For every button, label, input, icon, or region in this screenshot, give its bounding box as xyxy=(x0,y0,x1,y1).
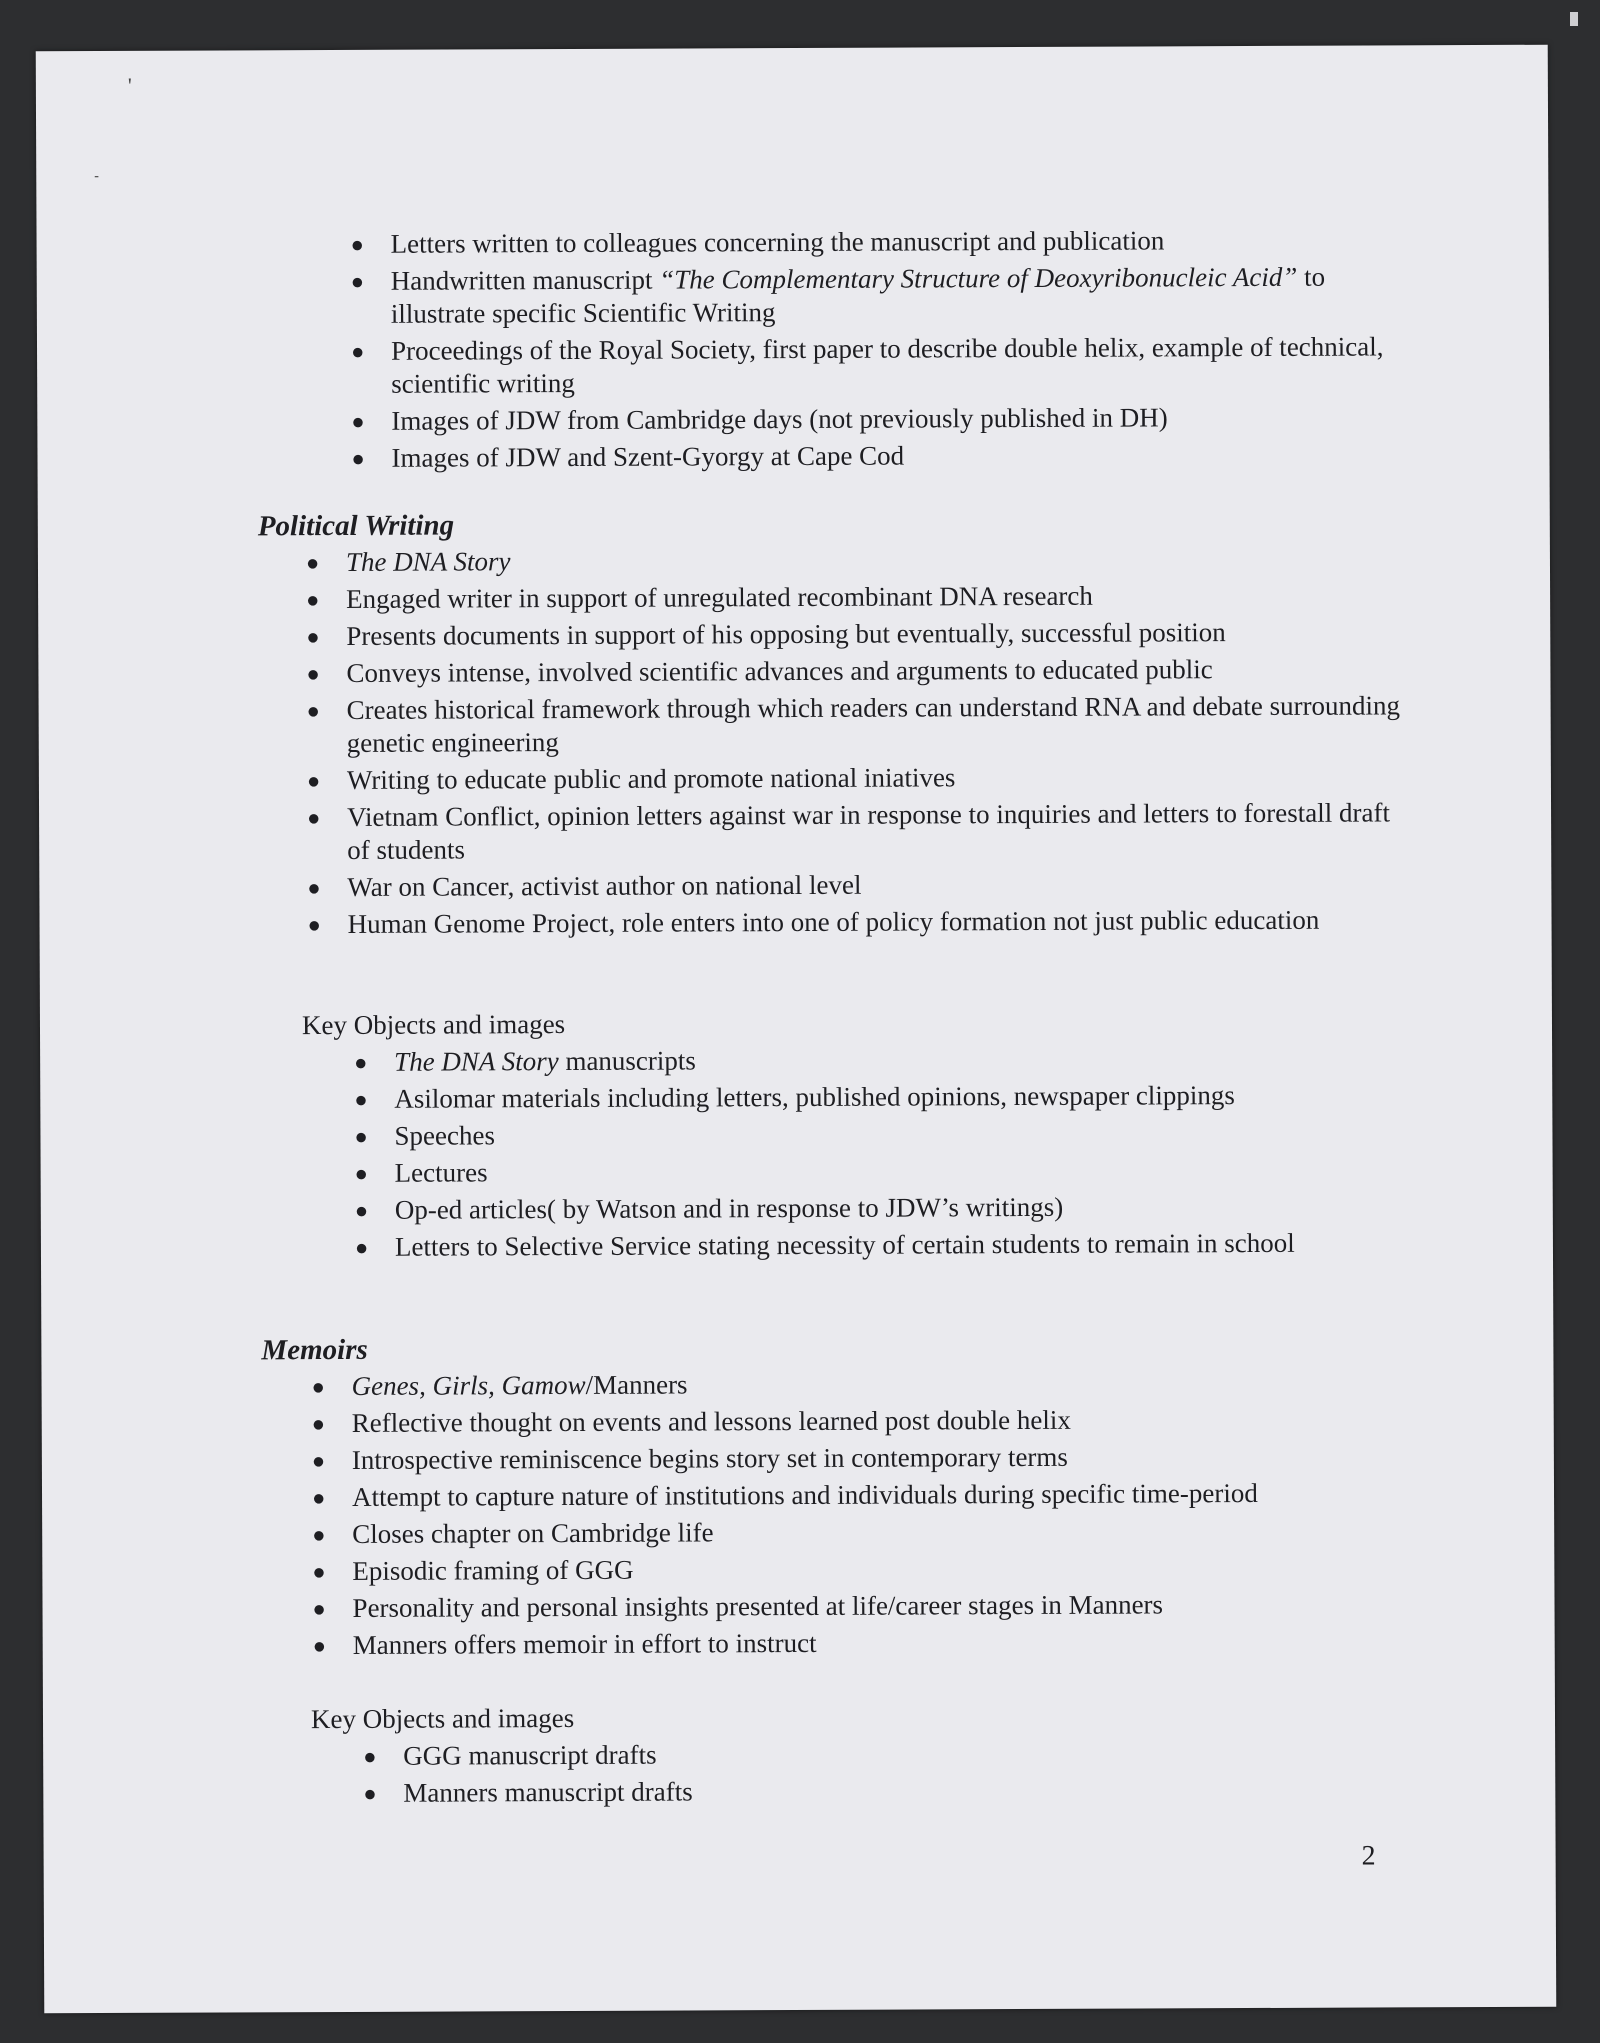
list-item xyxy=(363,1772,1413,1809)
list-item xyxy=(350,260,1401,330)
list-item xyxy=(306,689,1407,760)
bullet-icon: ● xyxy=(311,1448,326,1474)
list-item xyxy=(311,1439,1412,1477)
list-item-text: GGG manuscript drafts xyxy=(403,1739,657,1771)
bullet-icon: ● xyxy=(307,875,321,901)
bullet-icon: ● xyxy=(312,1633,327,1659)
bullet-icon: ● xyxy=(351,408,365,434)
bullet-icon: ● xyxy=(354,1049,368,1075)
manuscript-title: “The Complementary Structure of Deoxyribonucleic Acid” xyxy=(659,261,1298,295)
list-item-text: Lectures xyxy=(394,1157,488,1188)
list-item xyxy=(351,400,1401,437)
intro-list xyxy=(350,223,1402,478)
memoirs-key-objects-list xyxy=(363,1735,1413,1813)
list-item xyxy=(312,1587,1412,1625)
list-item-text: Handwritten manuscript xyxy=(390,264,660,296)
list-item xyxy=(354,1152,1405,1189)
bullet-icon: ● xyxy=(305,550,320,576)
bullet-icon: ● xyxy=(363,1780,377,1806)
list-item xyxy=(306,652,1406,690)
book-title: Genes, Girls, Gamow xyxy=(351,1369,586,1401)
list-item-text: manuscripts xyxy=(558,1045,696,1077)
list-item xyxy=(350,330,1401,400)
list-item xyxy=(305,541,1406,579)
list-item-text: Letters to Selective Service stating necessity of certain students to remain in school xyxy=(394,1227,1295,1262)
list-item-text: Episodic framing of GGG xyxy=(352,1554,634,1586)
bullet-icon: ● xyxy=(350,338,365,364)
list-item-text: Manners offers memoir in effort to instruct xyxy=(352,1627,817,1660)
political-list xyxy=(305,541,1408,945)
list-item xyxy=(311,1402,1412,1440)
list-item xyxy=(354,1041,1404,1078)
list-item xyxy=(354,1115,1404,1152)
corner-mark xyxy=(1570,12,1578,26)
list-item-text: Closes chapter on Cambridge life xyxy=(352,1517,714,1549)
bullet-icon: ● xyxy=(354,1234,369,1260)
bullet-icon: ● xyxy=(354,1197,369,1223)
list-item-text: Presents documents in support of his opposing but eventually, successful position xyxy=(346,617,1226,651)
bullet-icon: ● xyxy=(350,231,364,257)
list-item-text: Images of JDW from Cambridge days (not previously published in DH) xyxy=(391,402,1168,436)
bullet-icon: ● xyxy=(312,1559,326,1585)
bullet-icon: ● xyxy=(363,1743,377,1769)
list-item-text: Conveys intense, involved scientific advances and arguments to educated public xyxy=(346,654,1213,688)
bullet-icon: ● xyxy=(312,1596,326,1622)
list-item xyxy=(351,437,1401,474)
document-page xyxy=(36,45,1557,2014)
bullet-icon: ● xyxy=(350,268,365,294)
list-item xyxy=(311,1476,1412,1514)
book-title: The DNA Story xyxy=(345,546,511,577)
list-item-text: Op-ed articles( by Watson and in response to JDW’s writings) xyxy=(394,1191,1064,1225)
bullet-icon: ● xyxy=(311,1485,326,1511)
bullet-icon: ● xyxy=(306,587,320,613)
list-item-text: Human Genome Project, role enters into one of policy formation not just public education xyxy=(347,904,1320,939)
list-item-text: Letters written to colleagues concerning the manuscript and publication xyxy=(390,225,1165,259)
key-objects-label: Key Objects and images xyxy=(310,1702,575,1735)
bullet-icon: ● xyxy=(354,1123,368,1149)
list-item-text: Vietnam Conflict, opinion letters against war in response to inquiries and letters to forestall draft of students xyxy=(347,797,1391,865)
paper-speck: ' xyxy=(127,72,132,98)
list-item xyxy=(354,1226,1405,1263)
bullet-icon: ● xyxy=(311,1411,326,1437)
book-title: The DNA Story xyxy=(394,1046,559,1077)
list-item-text: Writing to educate public and promote national iniatives xyxy=(346,762,956,795)
list-item xyxy=(306,759,1407,797)
page-number: 2 xyxy=(1361,1840,1376,1872)
list-item-text: Engaged writer in support of unregulated recombinant DNA research xyxy=(346,580,1093,614)
list-item-text: /Manners xyxy=(585,1369,688,1400)
bullet-icon: ● xyxy=(307,805,321,831)
list-item-text: to illustrate specific Scientific Writing xyxy=(390,261,1326,329)
list-item xyxy=(312,1513,1412,1551)
bullet-icon: ● xyxy=(307,912,321,938)
list-item-text: Proceedings of the Royal Society, first paper to describe double helix, example of technical, scientific writing xyxy=(390,331,1384,399)
list-item xyxy=(354,1078,1404,1115)
list-item xyxy=(307,866,1407,904)
list-item xyxy=(312,1624,1413,1662)
bullet-icon: ● xyxy=(306,624,320,650)
list-item xyxy=(363,1735,1413,1772)
list-item-text: Attempt to capture nature of institutions and individuals during specific time-period xyxy=(351,1477,1258,1512)
bullet-icon: ● xyxy=(354,1160,368,1186)
bullet-icon: ● xyxy=(306,768,321,794)
list-item xyxy=(306,578,1406,616)
list-item-text: Reflective thought on events and lessons learned post double helix xyxy=(351,1404,1071,1438)
list-item-text: War on Cancer, activist author on national level xyxy=(347,869,862,902)
key-objects-label: Key Objects and images xyxy=(301,1009,566,1041)
section-heading-memoirs: Memoirs xyxy=(261,1333,368,1367)
list-item-text: Speeches xyxy=(394,1120,495,1151)
list-item-text: Creates historical framework through which readers can understand RNA and debate surrounding genetic engineering xyxy=(346,690,1401,758)
list-item-text: Personality and personal insights presented at life/career stages in Manners xyxy=(352,1589,1164,1623)
list-item-text: Manners manuscript drafts xyxy=(403,1776,693,1808)
bullet-icon: ● xyxy=(306,661,320,687)
bullet-icon: ● xyxy=(306,698,320,724)
section-heading-political: Political Writing xyxy=(257,509,455,543)
bullet-icon: ● xyxy=(311,1374,325,1400)
list-item xyxy=(307,903,1407,941)
list-item xyxy=(306,615,1406,653)
list-item xyxy=(311,1365,1411,1403)
list-item-text: Asilomar materials including letters, published opinions, newspaper clippings xyxy=(394,1080,1235,1114)
list-item xyxy=(307,796,1407,867)
memoirs-list xyxy=(311,1365,1412,1666)
page-content xyxy=(36,45,1557,2014)
list-item xyxy=(350,223,1401,260)
list-item xyxy=(312,1550,1412,1588)
political-key-objects-list xyxy=(354,1041,1405,1267)
list-item xyxy=(354,1189,1405,1226)
list-item-text: Introspective reminiscence begins story set in contemporary terms xyxy=(351,1441,1068,1475)
bullet-icon: ● xyxy=(312,1522,326,1548)
bullet-icon: ● xyxy=(351,445,365,471)
list-item-text: Images of JDW and Szent-Gyorgy at Cape Cod xyxy=(391,440,905,473)
paper-speck: - xyxy=(94,169,99,185)
bullet-icon: ● xyxy=(354,1086,368,1112)
